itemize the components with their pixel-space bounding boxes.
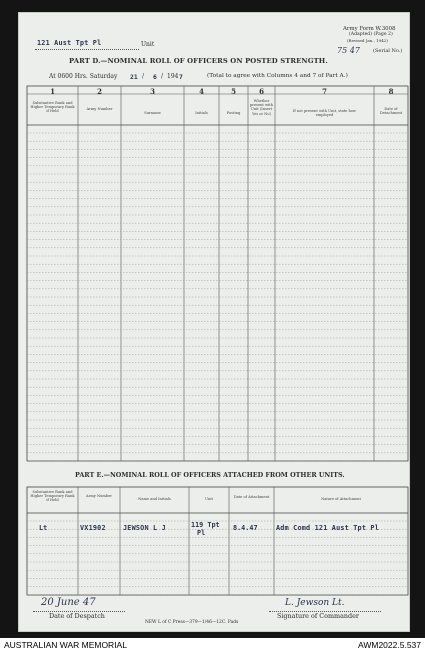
printer-line: NEW L of C Press—379—1/46—12C. Pads [145, 620, 239, 625]
e-col-head-unit: Unit [205, 497, 213, 501]
col-head-rank: Substantive Rank and Higher Temporary Rank if Held [30, 101, 75, 114]
serial-label: (Serial No.) [373, 48, 403, 54]
footer-accession: AWM2022.5.537 [358, 640, 421, 650]
form-id-line3: (Revised Jan., 1942) [347, 38, 388, 43]
col-num-4: 4 [199, 87, 204, 96]
e-col-head-nature: Nature of Attachment [321, 497, 361, 501]
col-head-initials: Initials [195, 111, 208, 115]
col-num-1: 1 [50, 87, 55, 96]
part-e-table-grid [19, 13, 411, 633]
serial-handwritten: 75 47 [337, 46, 360, 55]
commander-signature: L. Jewson Lt. [285, 598, 345, 608]
date-sep-1: / [142, 73, 145, 80]
col-num-8: 8 [388, 87, 394, 96]
e-col-head-name: Name and Initials [138, 497, 171, 501]
col-head-present: Whether present with Unit (Insert Yes or No) [249, 99, 273, 116]
e-row-number: VX1902 [80, 524, 106, 532]
unit-label: Unit [141, 41, 155, 48]
e-col-head-rank: Substantive Rank and Higher Temporary Rank if Held [30, 490, 75, 503]
col-num-2: 2 [97, 87, 102, 96]
e-row-nature: Adm Comd 121 Aust Tpt Pl [276, 524, 380, 532]
form-id-line2: (Adapted) (Page 2) [349, 32, 393, 37]
despatch-label: Date of Despatch [49, 612, 105, 620]
e-row-rank: Lt [39, 524, 48, 532]
date-month: 6 [153, 73, 157, 81]
col-num-5: 5 [231, 87, 236, 96]
despatch-date-handwritten: 20 June 47 [41, 597, 96, 608]
col-num-6: 6 [259, 87, 264, 96]
e-col-head-date: Date of Attachment [233, 495, 270, 499]
date-day: 21 [130, 73, 138, 81]
form-id-line1: Army Form W.3008 [343, 26, 396, 32]
date-note: (Total to agree with Columns 4 and 7 of Part A.) [207, 73, 348, 79]
date-year-prefix: 194 [167, 73, 179, 80]
col-head-surname: Surname [144, 111, 161, 115]
archive-footer [0, 638, 425, 653]
col-head-army-number: Army Number [86, 107, 113, 111]
commander-label: Signature of Commander [277, 612, 359, 620]
part-d-title: PART D.—NOMINAL ROLL OF OFFICERS ON POSTED STRENGTH. [69, 57, 328, 65]
e-row-name: JEWSON L J [123, 524, 166, 532]
e-row-unit-line1: 119 Tpt [191, 521, 220, 529]
col-head-posting: Posting [226, 111, 241, 115]
col-num-7: 7 [322, 87, 327, 96]
e-col-head-army-number: Army Number [86, 494, 112, 498]
date-sep-2: / [161, 73, 164, 80]
part-e-title: PART E.—NOMINAL ROLL OF OFFICERS ATTACHED FROM OTHER UNITS. [75, 471, 345, 479]
col-num-3: 3 [150, 87, 155, 96]
footer-institution: AUSTRALIAN WAR MEMORIAL [4, 640, 127, 650]
army-form-sheet [18, 12, 410, 632]
col-head-detachment: Date of Detachment [379, 107, 403, 116]
unit-value: 121 Aust Tpt Pl [37, 39, 102, 47]
date-year-suffix: 7 [179, 73, 183, 81]
e-row-date: 8.4.47 [233, 524, 258, 532]
e-row-unit-line2: Pl [197, 529, 206, 537]
date-prefix: At 0600 Hrs. Saturday [49, 73, 118, 80]
col-head-employed: If not present with Unit, state how employed [292, 109, 357, 118]
